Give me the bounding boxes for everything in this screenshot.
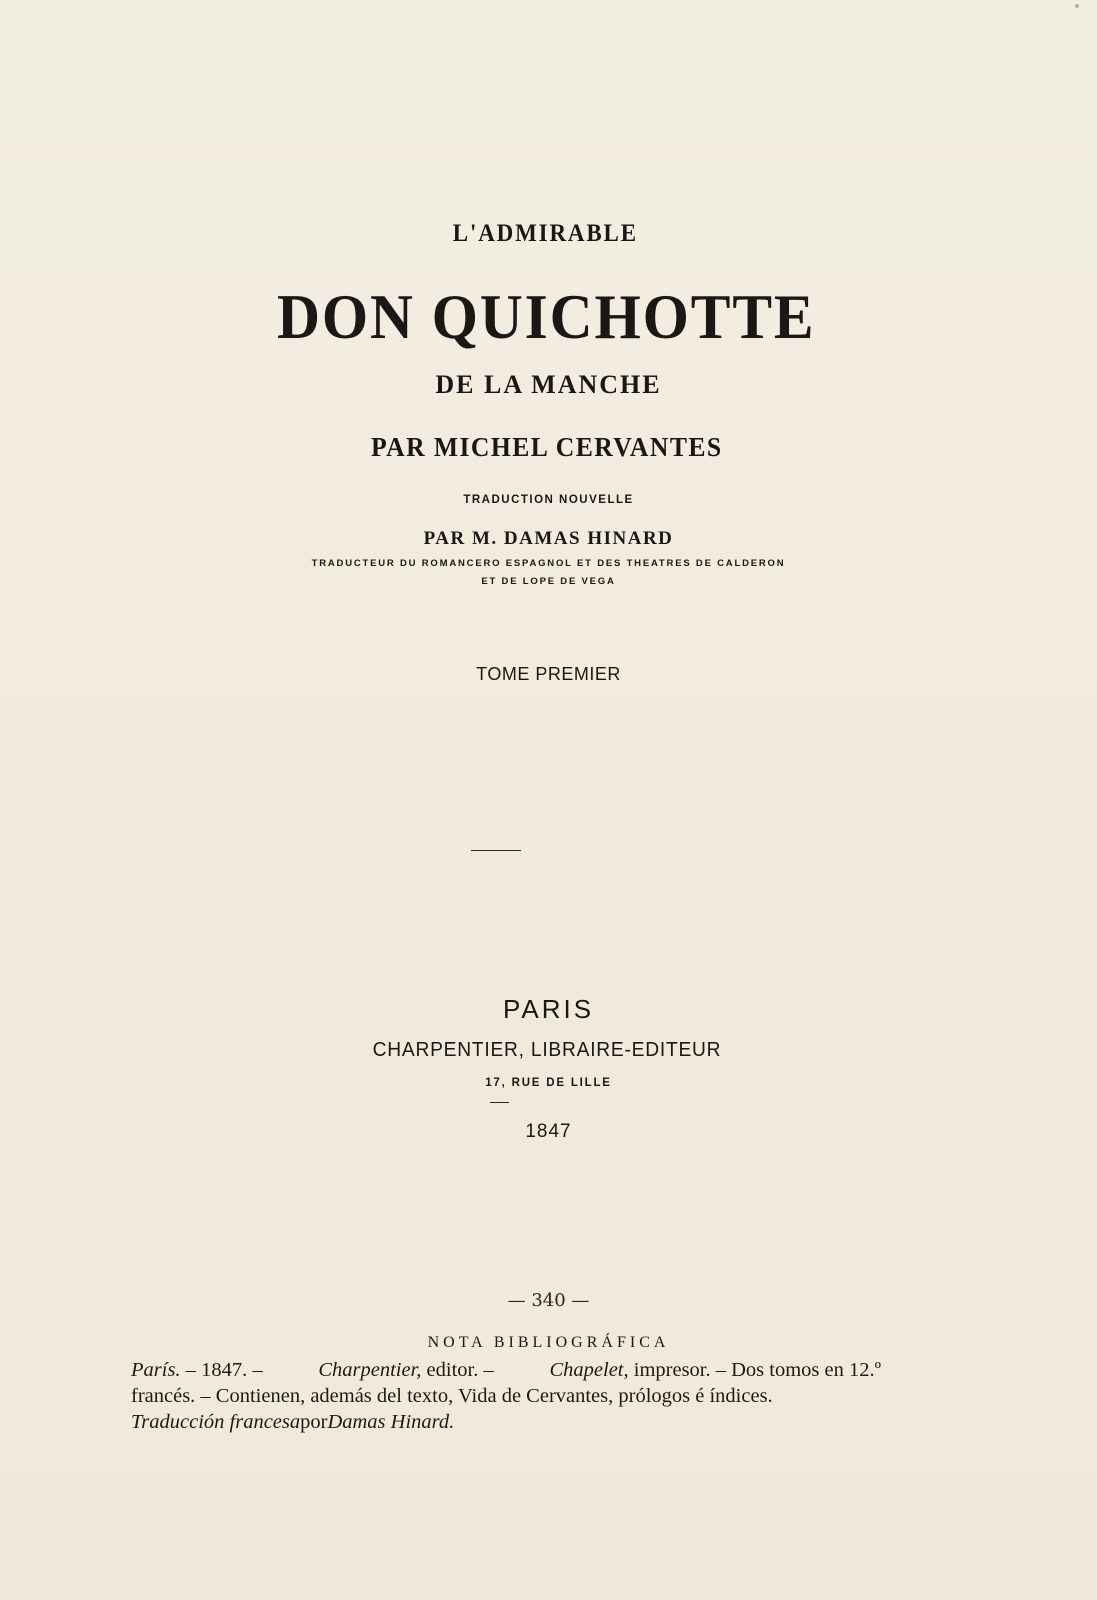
imprint-city: PARIS <box>502 994 595 1024</box>
note-line-1-seg-0: París. – 1847. – <box>131 1359 263 1381</box>
translation-note: TRADUCTION NOUVELLE <box>463 494 634 506</box>
page-number: — 340 — <box>507 1290 590 1311</box>
book-title: DON QUICHOTTE <box>277 281 816 352</box>
note-line-1 <box>131 1357 881 1383</box>
note-line-3: Traducción francesa por Damas Hinard. <box>131 1411 455 1433</box>
author-line: PAR MICHEL CERVANTES <box>370 432 723 462</box>
note-line-1-seg-2: Charpentier, editor. – <box>318 1359 494 1381</box>
translator-line: PAR M. DAMAS HINARD <box>423 528 674 549</box>
book-subtitle: DE LA MANCHE <box>435 370 662 399</box>
note-line-1-seg-4: Chapelet, impresor. – Dos tomos en 12.º <box>549 1359 881 1381</box>
pretitle: L'ADMIRABLE <box>452 220 638 247</box>
imprint-address: 17, RUE DE LILLE <box>485 1077 612 1089</box>
translator-description-line-2: ET DE LOPE DE VEGA <box>481 576 616 587</box>
imprint-year: 1847 <box>525 1121 572 1142</box>
short-divider-rule <box>490 1102 509 1103</box>
paper-speck <box>1075 4 1079 8</box>
translator-description-line-1: TRADUCTEUR DU ROMANCERO ESPAGNOL ET DES THEATRES DE CALDERON <box>311 558 786 569</box>
note-line-2: francés. – Contienen, además del texto, Vida de Cervantes, prólogos é índices. <box>131 1385 773 1407</box>
divider-rule <box>471 850 521 851</box>
imprint-publisher: CHARPENTIER, LIBRAIRE-EDITEUR <box>372 1039 722 1061</box>
bibliographic-note-heading: NOTA BIBLIOGRÁFICA <box>427 1334 670 1351</box>
volume-label: TOME PREMIER <box>476 664 621 684</box>
bibliographic-note <box>131 1357 881 1435</box>
